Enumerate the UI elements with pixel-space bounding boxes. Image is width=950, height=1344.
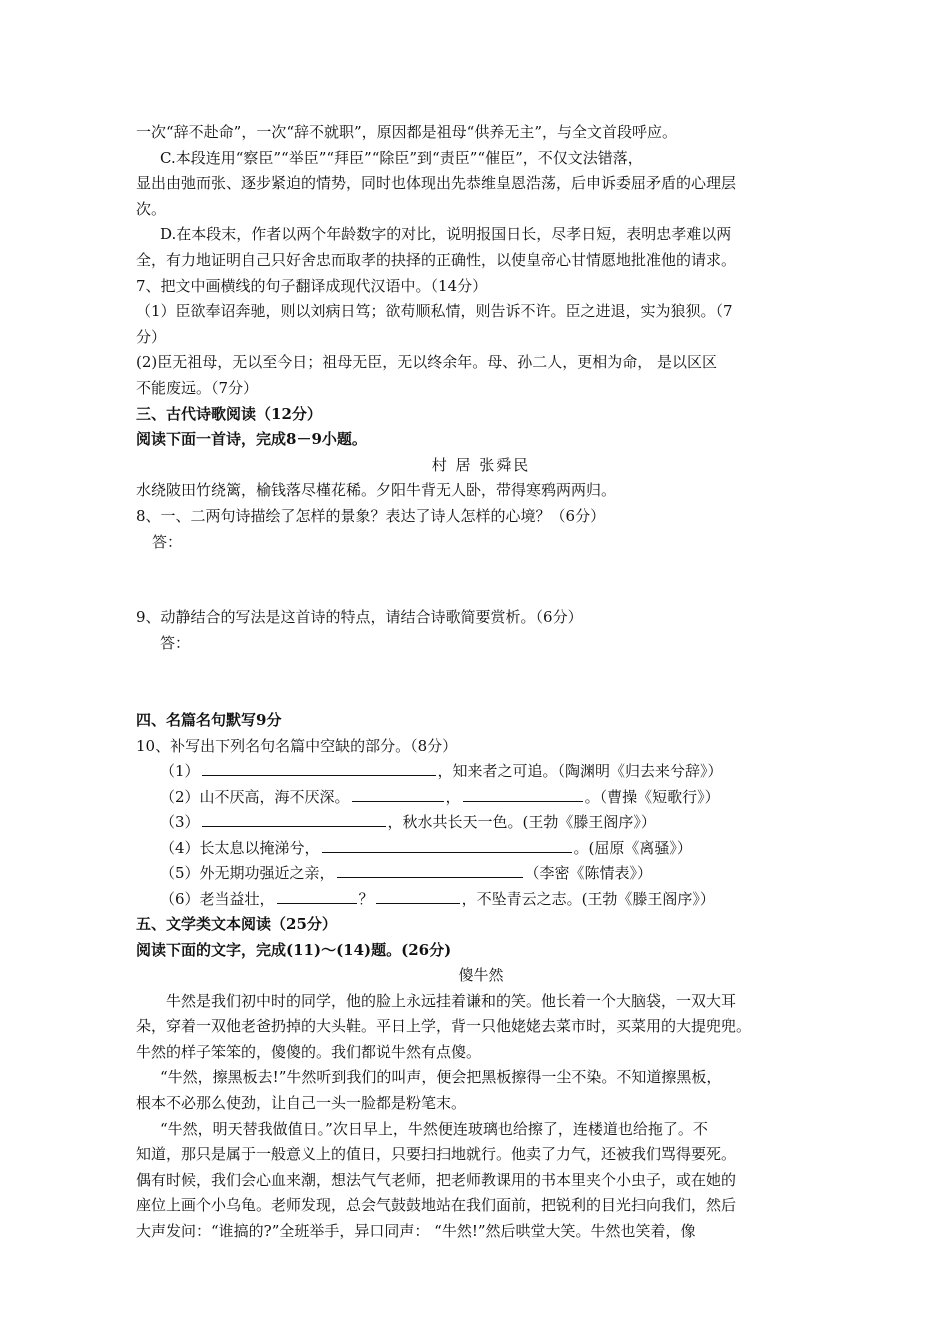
fill-blank-4[interactable] [322,837,572,853]
fill-item-1-number: （1） [160,762,200,781]
fill-item-2-text: （2）山不厌高，海不厌深。 [160,787,350,806]
option-c-line-1: C.本段连用“察臣”“举臣”“拜臣”“除臣”到“责臣”“催臣”，不仅文法错落， [160,148,643,167]
question-7-2-line-2: 不能废远。（7分） [136,378,259,397]
paragraph-2-line-1: “牛然，擦黑板去!”牛然听到我们的叫声，便会把黑板擦得一尘不染。不知道擦黑板， [160,1068,722,1087]
question-7-2-line-1: (2)臣无祖母，无以至今日；祖母无臣，无以终余年。母、孙二人，更相为命， 是以区区 [136,353,718,372]
question-8: 8、一、二两句诗描绘了怎样的景象？表达了诗人怎样的心境？（6分） [136,506,606,525]
fill-item-6-question-mark: ？ [358,889,374,908]
section-4-heading: 四、名篇名句默写9分 [136,711,282,730]
fill-item-3-tail: ，秋水共长天一色。(王勃《滕王阁序》） [387,813,656,832]
paragraph-3-line-4: 座位上画个小乌龟。老师发现，总会气鼓鼓地站在我们面前，把锐利的目光扫向我们，然后 [136,1196,737,1215]
fill-item-4 [136,836,826,861]
fill-item-3-number: （3） [160,813,200,832]
fill-blank-3[interactable] [202,811,386,827]
fill-blank-1[interactable] [202,760,436,776]
fill-item-6-text: （6）老当益壮， [160,889,275,908]
answer-space-9[interactable] [136,656,826,708]
paragraph-2-line-2: 根本不必那么使劲，让自己一头一脸都是粉笔末。 [136,1094,467,1113]
option-c-line-2: 显出由弛而张、逐步紧迫的情势，同时也体现出先恭维皇恩浩荡，后申诉委屈矛盾的心理层 [136,174,737,193]
fill-blank-6a[interactable] [277,888,357,904]
option-d-line-2: 全，有力地证明自己只好舍忠而取孝的抉择的正确性，以使皇帝心甘情愿地批准他的请求。 [136,250,737,269]
paragraph-3-line-3: 偶有时候，我们会心血来潮，想法气气老师，把老师教课用的书本里夹个小虫子，或在她的 [136,1170,737,1189]
question-9: 9、动静结合的写法是这首诗的特点，请结合诗歌简要赏析。（6分） [136,608,583,627]
fill-item-1-tail: ，知来者之可追。（陶渊明《归去来兮辞》） [437,762,723,781]
question-7: 7、把文中画横线的句子翻译成现代汉语中。（14分） [136,276,488,295]
question-7-1-line-2: 分） [136,327,167,346]
fill-item-4-text: （4）长太息以掩涕兮， [160,838,320,857]
paragraph-3-line-2: 知道，那只是属于一般意义上的值日，只要扫扫地就行。他卖了力气，还被我们骂得要死。 [136,1145,737,1164]
answer-label-9: 答： [160,633,191,652]
answer-label-8: 答： [152,532,183,551]
question-10: 10、补写出下列名句名篇中空缺的部分。（8分） [136,736,458,755]
paragraph-1-line-1: 牛然是我们初中时的同学，他的脸上永远挂着谦和的笑。他长着一个大脑袋，一双大耳 [166,991,737,1010]
fill-blank-5[interactable] [337,862,523,878]
paragraph-1-line-3: 牛然的样子笨笨的，傻傻的。我们都说牛然有点傻。 [136,1042,482,1061]
fill-blank-2a[interactable] [352,786,444,802]
section-3-instructions: 阅读下面一首诗，完成8－9小题。 [136,430,367,449]
section-5-instructions: 阅读下面的文字，完成(11)～(14)题。(26分) [136,940,452,959]
poem-title: 村 居 张舜民 [431,455,531,474]
poem-text: 水绕陂田竹绕篱，榆钱落尽槿花稀。夕阳牛背无人卧，带得寒鸦两两归。 [136,481,617,500]
story-title: 傻牛然 [458,966,504,985]
paragraph-3-line-5: 大声发问：“谁搞的?”全班举手，异口同声： “牛然!”然后哄堂大笑。牛然也笑着，像 [136,1222,696,1241]
fill-item-5-text: （5）外无期功强近之亲， [160,864,335,883]
section-3-heading: 三、古代诗歌阅读（12分） [136,404,322,423]
option-d-line-1: D.在本段末，作者以两个年龄数字的对比，说明报国日长，尽孝日短，表明忠孝难以两 [160,225,732,244]
paragraph-1-line-2: 朵，穿着一双他老爸扔掉的大头鞋。平日上学，背一只他姥姥去菜市时，买菜用的大提兜兜。 [136,1017,752,1036]
fill-item-3 [136,810,826,835]
section-5-heading: 五、文学类文本阅读（25分） [136,914,337,933]
paragraph-3-line-1: “牛然，明天替我做值日。”次日早上，牛然便连玻璃也给擦了，连楼道也给拖了。不 [160,1119,708,1138]
fill-blank-6b[interactable] [376,888,460,904]
fill-item-6 [136,887,826,912]
fill-blank-2b[interactable] [463,786,583,802]
fill-item-2-tail: 。（曹操《短歌行》） [584,787,720,806]
fill-item-5-tail: （李密《陈情表》） [524,864,653,883]
document-page [136,120,826,1245]
answer-space-8[interactable] [136,555,826,605]
question-7-1-line-1: （1）臣欲奉诏奔驰，则以刘病日笃；欲苟顺私情，则告诉不许。臣之进退，实为狼狈。（7 [136,302,733,321]
fill-item-2 [136,785,826,810]
fill-item-1 [136,759,826,784]
fill-item-5 [136,861,826,886]
fill-item-2-sep: ， [445,787,461,806]
option-c-line-3: 次。 [136,199,167,218]
fill-item-4-tail: 。(屈原《离骚》） [573,838,692,857]
continuation-line: 一次“辞不赴命”，一次“辞不就职”，原因都是祖母“供养无主”，与全文首段呼应。 [136,123,678,141]
fill-item-6-tail: ，不坠青云之志。(王勃《滕王阁序》） [461,889,715,908]
